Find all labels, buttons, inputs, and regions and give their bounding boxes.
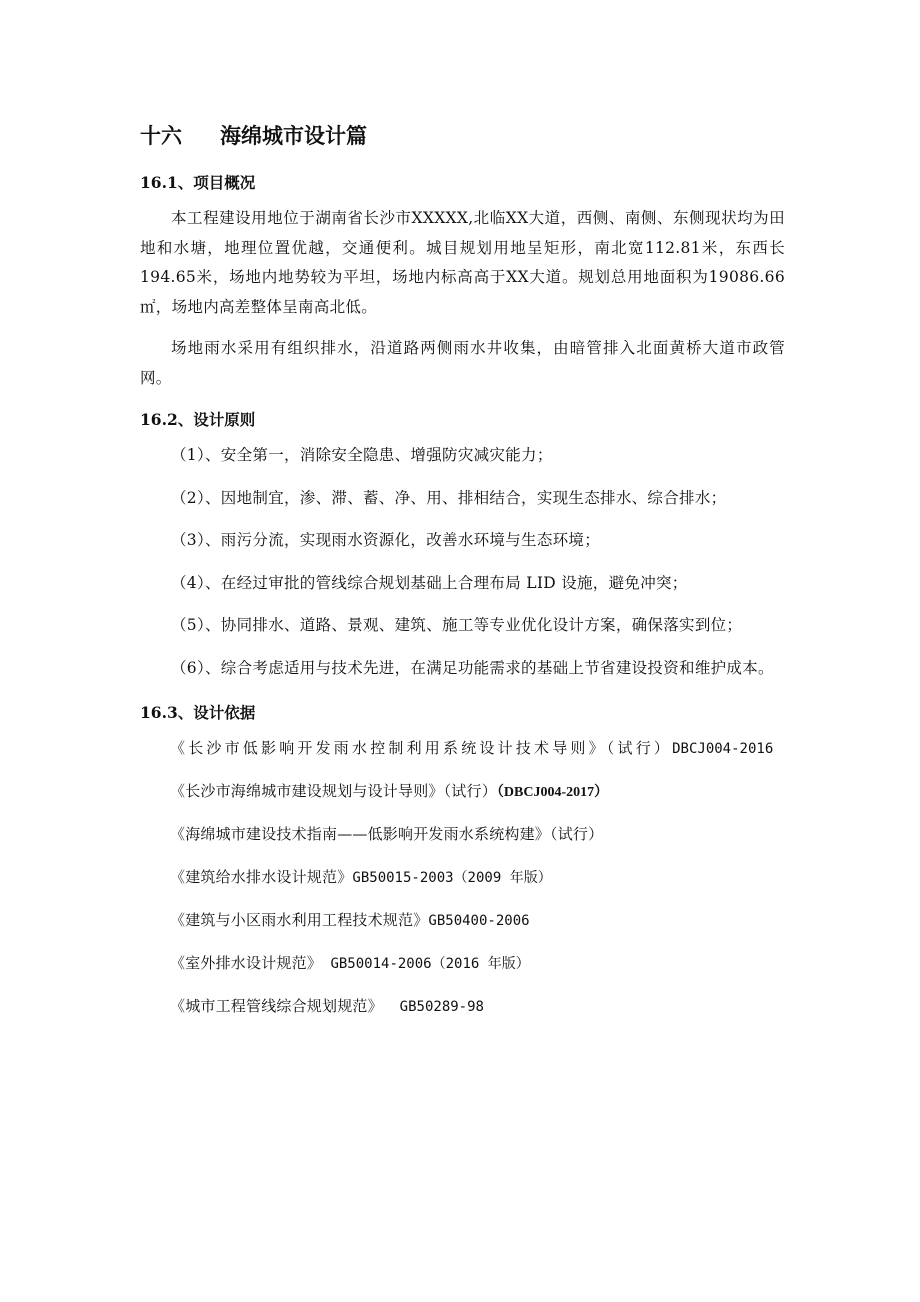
principle-item: （6）、综合考虑适用与技术先进，在满足功能需求的基础上节省建设投资和维护成本。 xyxy=(171,658,774,677)
principle-item: （4）、在经过审批的管线综合规划基础上合理布局 LID 设施，避免冲突； xyxy=(171,573,688,592)
section-heading-basis: 16.3、设计依据 xyxy=(140,703,256,722)
reference-item xyxy=(140,992,785,1022)
reference-title: 《室外排水设计规范》 xyxy=(170,954,323,972)
reference-item xyxy=(140,777,785,807)
reference-title: 《长沙市海绵城市建设规划与设计导则》（试行） xyxy=(170,782,497,800)
chapter-name: 海绵城市设计篇 xyxy=(220,123,367,148)
reference-item xyxy=(140,820,785,850)
principle-item: （2）、因地制宜，渗、滞、蓄、净、用、排相结合，实现生态排水、综合排水； xyxy=(171,488,727,507)
reference-code: GB50015-2003（2009 年版） xyxy=(352,870,552,886)
reference-title: 《建筑与小区雨水利用工程技术规范》 xyxy=(170,911,429,929)
reference-item xyxy=(140,906,785,936)
reference-item xyxy=(140,949,785,979)
document-content xyxy=(140,118,785,1035)
reference-title: 《海绵城市建设技术指南——低影响开发雨水系统构建》（试行） xyxy=(170,825,604,843)
overview-paragraph: 本工程建设用地位于湖南省长沙市XXXXX,北临XX大道，西侧、南侧、东侧现状均为田地和水塘，地理位置优越，交通便利。城目规划用地呈矩形，南北宽112.81米，东西长194.65米，场地内地势较为平坦，场地内标高高于XX大道。规划总用地面积为19086.66㎡，场地内高差整体呈南高北低。 xyxy=(140,209,785,316)
principle-item: （1）、安全第一，消除安全隐患、增强防灾减灾能力； xyxy=(171,446,553,464)
reference-code: GB50289-98 xyxy=(382,999,484,1015)
reference-item xyxy=(140,863,785,893)
section-heading-overview: 16.1、项目概况 xyxy=(140,173,256,192)
reference-title: 《建筑给水排水设计规范》 xyxy=(170,868,353,886)
reference-code: （DBCJ004-2017） xyxy=(496,785,609,800)
reference-code: DBCJ004-2016 xyxy=(672,741,774,757)
reference-title: 《城市工程管线综合规划规范》 xyxy=(170,997,383,1015)
reference-code: GB50014-2006（2016 年版） xyxy=(322,956,530,972)
reference-item xyxy=(140,734,785,764)
overview-paragraph: 场地雨水采用有组织排水，沿道路两侧雨水井收集，由暗管排入北面黄桥大道市政管网。 xyxy=(140,339,785,387)
principle-item: （3）、雨污分流，实现雨水资源化，改善水环境与生态环境； xyxy=(171,531,601,549)
principle-item: （5）、协同排水、道路、景观、建筑、施工等专业优化设计方案，确保落实到位； xyxy=(171,616,743,634)
chapter-number: 十六 xyxy=(140,123,182,148)
section-heading-principles: 16.2、设计原则 xyxy=(140,410,256,429)
chapter-title xyxy=(140,118,785,154)
reference-title: 《长沙市低影响开发雨水控制利用系统设计技术导则》（试行） xyxy=(170,739,673,757)
reference-code: GB50400-2006 xyxy=(428,913,530,929)
